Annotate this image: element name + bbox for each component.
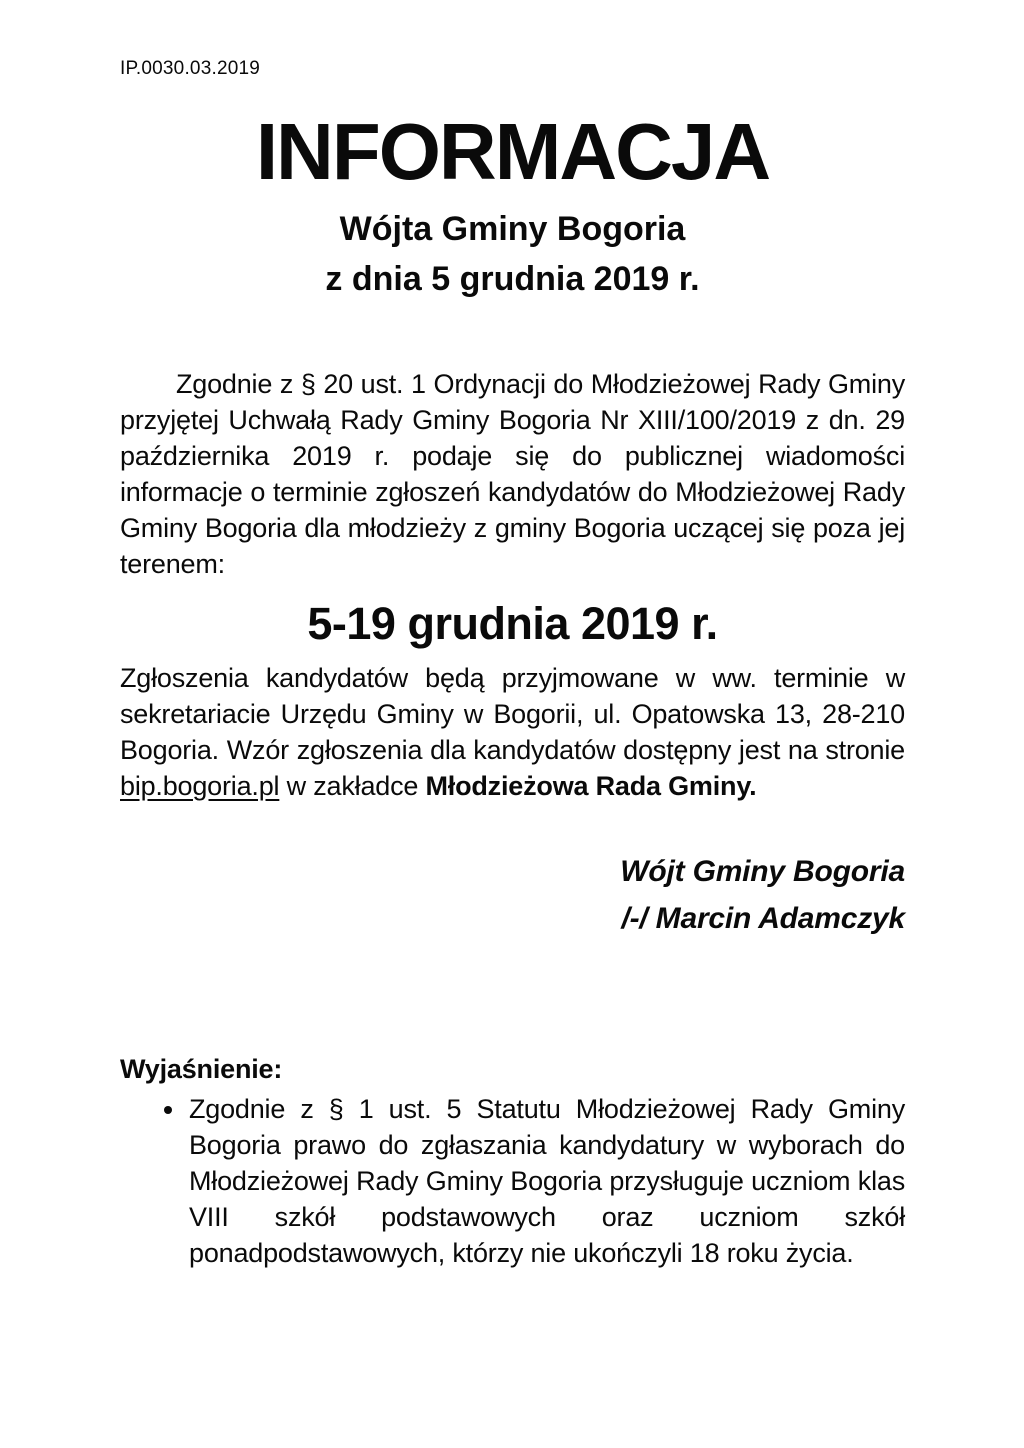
- subtitle-date: z dnia 5 grudnia 2019 r.: [325, 260, 700, 298]
- signature-block: [120, 848, 905, 942]
- signature-name: /-/ Marcin Adamczyk: [621, 902, 905, 935]
- submission-period-heading: 5-19 grudnia 2019 r.: [307, 598, 718, 649]
- subtitle-issuer: Wójta Gminy Bogoria: [339, 210, 686, 248]
- explanation-list: [120, 1091, 905, 1271]
- explanation-section: [120, 1054, 905, 1271]
- explanation-bullet: • Zgodnie z § 1 ust. 5 Statutu Młodzieżowej Rady Gminy Bogoria prawo do zgłaszania kandydatury w wyborach do Młodzieżowej Rady Gminy Bogoria przysługuje uczniom klas VIII szkół podstawowych oraz uczniom szkół ponadpodstawowych, którzy nie ukończyli 18 roku życia.: [187, 1091, 905, 1271]
- submission-paragraph: [120, 660, 905, 804]
- document-reference: IP.0030.03.2019: [120, 58, 261, 79]
- document-subtitle: [120, 204, 905, 304]
- tab-name-emphasis: Młodzieżowa Rada Gminy.: [425, 771, 757, 801]
- document-title: INFORMACJA: [255, 107, 770, 196]
- submission-text-middle: w zakładce: [279, 771, 426, 801]
- signature-title: Wójt Gminy Bogoria: [620, 855, 905, 888]
- explanation-heading: Wyjaśnienie:: [120, 1054, 283, 1084]
- intro-paragraph: Zgodnie z § 20 ust. 1 Ordynacji do Młodzieżowej Rady Gminy przyjętej Uchwałą Rady Gminy Bogoria Nr XIII/100/2019 z dn. 29 października 2019 r. podaje się do publicznej wiadomości informacje o terminie zgłoszeń kandydatów do Młodzieżowej Rady Gminy Bogoria dla młodzieży z gminy Bogoria uczącej się poza jej terenem:: [120, 369, 905, 579]
- submission-text-start: Zgłoszenia kandydatów będą przyjmowane w ww. terminie w sekretariacie Urzędu Gminy w Bogorii, ul. Opatowska 13, 28-210 Bogoria. Wzór zgłoszenia dla kandydatów dostępny jest na stronie: [120, 663, 905, 765]
- bip-website-link[interactable]: bip.bogoria.pl: [120, 771, 280, 801]
